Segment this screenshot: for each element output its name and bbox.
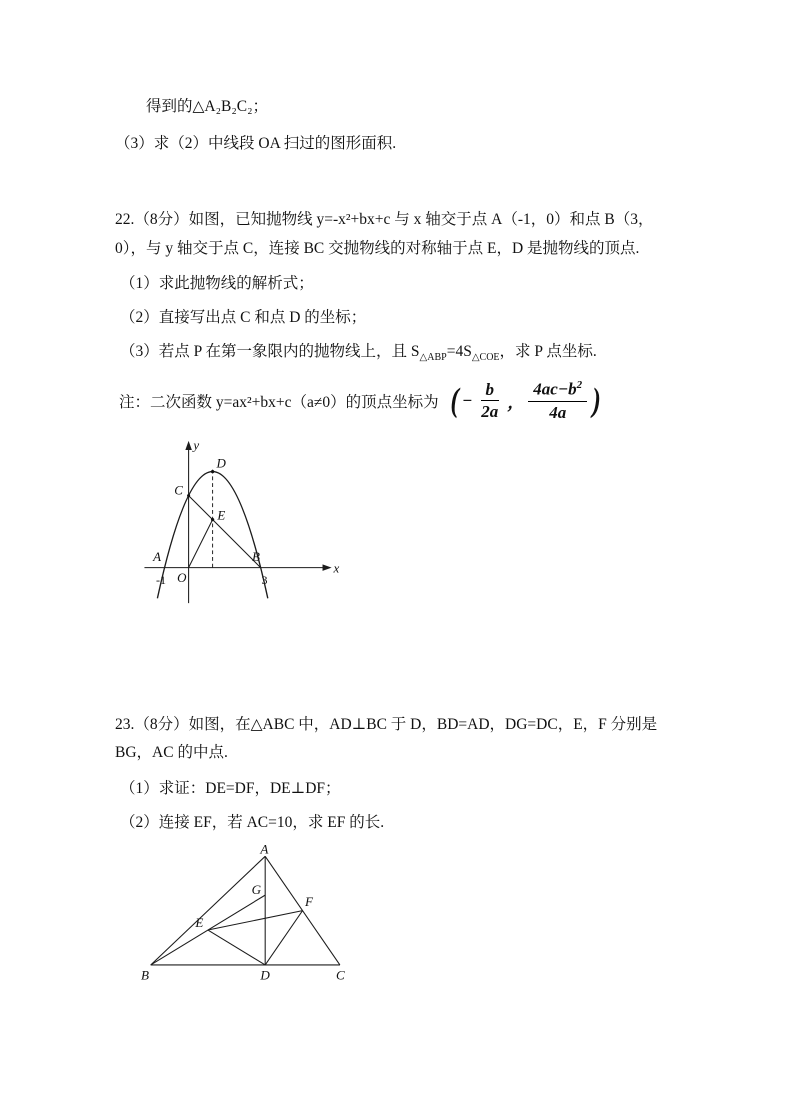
fraction2-numerator-exponent: 2: [576, 379, 583, 392]
fraction1-numerator: b: [481, 380, 500, 402]
graph-label-E: E: [217, 507, 226, 523]
item3-text-c: ，求 P 点坐标.: [499, 342, 597, 360]
point-D: [211, 470, 214, 473]
point-E: [211, 518, 214, 521]
segment-OE: [189, 519, 213, 567]
formula-fraction-2: [528, 379, 587, 422]
problem-22-item-2: （2）直接写出点 C 和点 D 的坐标；: [120, 309, 367, 327]
tri-label-F: F: [304, 893, 313, 909]
segment-BA: [151, 856, 265, 965]
tri-label-C: C: [336, 967, 345, 983]
segment-EF: [208, 910, 303, 929]
formula-close-paren: ): [592, 381, 602, 419]
graph-label-A: A: [153, 548, 162, 564]
intro-line-1: 得到的△A₂B₂C₂；: [146, 98, 269, 115]
y-axis-arrow: [185, 441, 192, 450]
graph-label-C: C: [174, 482, 183, 498]
tri-label-D: D: [260, 967, 270, 983]
item3-sub-coe: △COE: [471, 352, 500, 364]
graph-label-D: D: [216, 455, 226, 471]
item3-text-b: =4S: [446, 342, 472, 360]
fraction2-numerator-text: 4ac−b: [533, 380, 577, 400]
graph-label-y: y: [193, 437, 200, 453]
problem-22-note: [115, 375, 675, 427]
graph-label-O: O: [177, 569, 187, 585]
note-text: 注：二次函数 y=ax²+bx+c（a≠0）的顶点坐标为: [119, 393, 439, 411]
vertex-formula: [449, 379, 603, 422]
segment-DF: [265, 910, 302, 964]
tri-label-B: B: [141, 967, 149, 983]
formula-minus: −: [461, 390, 473, 410]
item3-text-a: （3）若点 P 在第一象限内的抛物线上，且 S: [120, 342, 420, 360]
x-axis-arrow: [323, 564, 332, 571]
formula-open-paren: (: [450, 381, 459, 419]
tri-label-E: E: [195, 914, 204, 930]
formula-comma: ，: [507, 393, 525, 413]
formula-fraction-1: [476, 380, 503, 422]
intro-line-2: （3）求（2）中线段 OA 扫过的图形面积.: [115, 135, 397, 153]
tri-label-A: A: [260, 843, 269, 857]
graph-tick-neg1: -1: [155, 572, 166, 587]
tri-label-G: G: [251, 881, 262, 897]
problem-23-statement: 23.（8分）如图，在△ABC 中，AD⊥BC 于 D，BD=AD，DG=DC，E，F 分别是 BG，AC 的中点.: [115, 715, 658, 762]
problem-22-statement: 22.（8分）如图，已知抛物线 y=-x²+bx+c 与 x 轴交于点 A（-1，0）和点 B（3，0），与 y 轴交于点 C，连接 BC 交抛物线的对称轴于点 E，D 是抛物线的顶点.: [115, 211, 654, 257]
segment-CB: [189, 495, 261, 567]
problem-23-item-1: （1）求证：DE=DF，DE⊥DF；: [120, 780, 341, 798]
graph-label-x: x: [333, 560, 340, 576]
graph-tick-3: 3: [261, 572, 268, 587]
problem-22-item-3: [115, 340, 675, 365]
graph-label-B: B: [251, 548, 260, 564]
item3-sub-abp: △ABP: [419, 352, 447, 364]
problem-22-item-1: （1）求此抛物线的解析式；: [120, 275, 314, 293]
problem-23-item-2: （2）连接 EF，若 AC=10，求 EF 的长.: [120, 813, 385, 831]
point-C: [187, 494, 190, 497]
segment-DE: [208, 930, 265, 965]
fraction1-denominator: 2a: [481, 402, 499, 422]
fraction2-denominator: 4a: [549, 402, 567, 422]
parabola-figure: [131, 431, 347, 613]
fraction2-numerator: [528, 379, 587, 401]
triangle-figure: [141, 844, 369, 986]
